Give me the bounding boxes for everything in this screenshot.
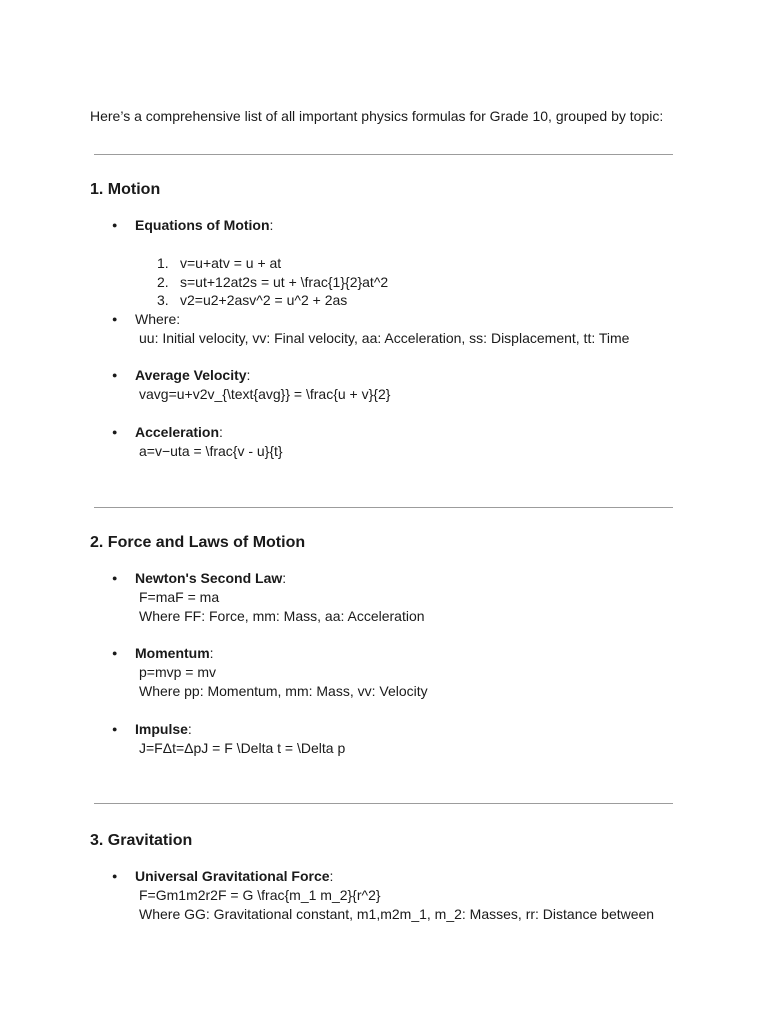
- formula: F=maF = ma: [139, 589, 220, 605]
- equations-list: [157, 254, 717, 310]
- bullet-label: Acceleration: [135, 424, 220, 440]
- list-item-acceleration: [112, 423, 712, 461]
- divider: [94, 803, 673, 804]
- formula: s=ut+12at2s = ut + \frac{1}{2}at^2: [180, 273, 389, 290]
- list-item: [157, 254, 717, 273]
- where-text: Where GG: Gravitational constant, m1,m2m_1, m_2: Masses, rr: Distance between: [139, 906, 655, 922]
- formula: vavg=u+v2v_{\text{avg}} = \frac{u + v}{2}: [139, 386, 391, 402]
- formula: F=Gm1m2r2F = G \frac{m_1 m_2}{r^2}: [139, 887, 381, 903]
- list-item-universal-gravitational-force: [112, 867, 712, 924]
- where-text: uu: Initial velocity, vv: Final velocity, aa: Acceleration, ss: Displacement, tt: Time: [139, 330, 630, 346]
- section-title-motion: 1. Motion: [90, 181, 161, 198]
- colon: :: [187, 721, 192, 737]
- bullet-label: Impulse: [135, 721, 188, 737]
- list-item: [157, 291, 717, 310]
- formula: p=mvp = mv: [139, 664, 217, 680]
- list-item-where: [112, 310, 712, 348]
- colon: :: [269, 217, 274, 233]
- colon: :: [329, 868, 334, 884]
- bullet-label: Equations of Motion: [135, 217, 270, 233]
- bullet-label: Momentum: [135, 645, 210, 661]
- list-number: 1.: [157, 255, 169, 271]
- where-text: Where FF: Force, mm: Mass, aa: Acceleration: [139, 608, 425, 624]
- list-item: [157, 273, 717, 292]
- where-text: Where pp: Momentum, mm: Mass, vv: Velocity: [139, 683, 428, 699]
- bullet-label: Average Velocity: [135, 367, 247, 383]
- colon: :: [209, 645, 214, 661]
- formula: J=FΔt=ΔpJ = F \Delta t = \Delta p: [139, 740, 346, 756]
- divider: [94, 154, 673, 155]
- intro-text: Here’s a comprehensive list of all important physics formulas for Grade 10, grouped by topic:: [90, 108, 664, 124]
- list-item-average-velocity: [112, 366, 712, 404]
- colon: :: [219, 424, 223, 440]
- section-title-gravitation: 3. Gravitation: [90, 832, 193, 849]
- formula: v2=u2+2asv^2 = u^2 + 2as: [180, 292, 348, 308]
- list-item-impulse: [112, 720, 712, 758]
- colon: :: [282, 570, 287, 586]
- list-number: 3.: [157, 292, 169, 308]
- colon: :: [246, 367, 251, 383]
- section-title-force: 2. Force and Laws of Motion: [90, 534, 306, 551]
- list-item-momentum: [112, 644, 712, 701]
- bullet-label: Universal Gravitational Force: [135, 868, 330, 884]
- list-item-equations-of-motion: [112, 216, 712, 235]
- formula: v=u+atv = u + at: [180, 255, 282, 271]
- bullet-label: ● Where:: [112, 310, 712, 329]
- list-number: 2.: [157, 273, 169, 290]
- divider: [94, 507, 673, 508]
- bullet-label: Newton's Second Law: [135, 570, 283, 586]
- formula: a=v−uta = \frac{v - u}{t}: [139, 443, 283, 459]
- list-item-newtons-second-law: [112, 569, 712, 626]
